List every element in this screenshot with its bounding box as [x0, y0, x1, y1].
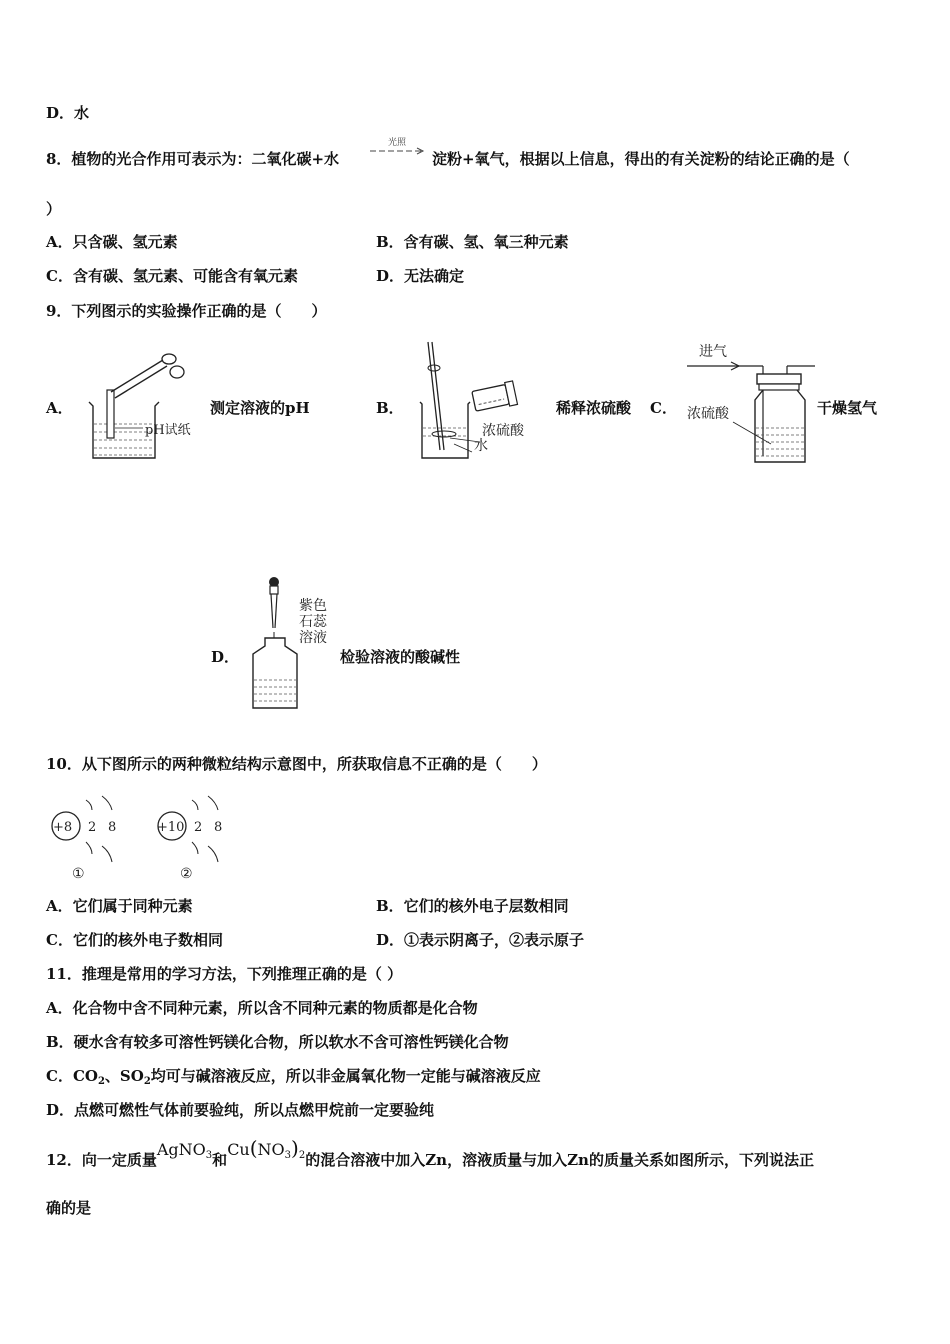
q9-option-c-letter[interactable]: C． [650, 399, 677, 417]
q11-option-a[interactable]: A．化合物中含不同种元素，所以含不同种元素的物质都是化合物 [46, 999, 478, 1017]
q8-option-c[interactable]: C．含有碳、氢元素、可能含有氧元素 [46, 267, 298, 285]
q8-stem-part1: 8．植物的光合作用可表示为：二氧化碳+水 [46, 150, 340, 168]
q9-option-a-caption: 测定溶液的pH [210, 399, 310, 417]
q9-c-acid-label: 浓硫酸 [687, 406, 729, 422]
q9-option-d-caption: 检验溶液的酸碱性 [340, 648, 461, 666]
q9-stem: 9．下列图示的实验操作正确的是（ ） [46, 302, 327, 320]
particle1-shell1: 2 [88, 820, 97, 835]
particle2-nucleus: +10 [157, 820, 185, 835]
q8-option-b[interactable]: B．含有碳、氢、氧三种元素 [376, 233, 569, 251]
q9-option-b-caption: 稀释浓硫酸 [556, 399, 632, 417]
q9-d-label-1: 紫色 [299, 598, 327, 614]
q10-stem: 10．从下图所示的两种微粒结构示意图中，所获取信息不正确的是（ ） [46, 755, 547, 773]
q10-option-c[interactable]: C．它们的核外电子数相同 [46, 931, 223, 949]
q8-stem-part2: 淀粉+氧气，根据以上信息，得出的有关淀粉的结论正确的是（ [432, 150, 850, 168]
q12-stem-line1: 12．向一定质量AgNO$_3$和$Cu(NO_3)_2$的混合溶液中加入Zn，溶液质量与加入Zn的质量关系如图所示，下列说法正 [46, 1136, 814, 1169]
particle2-shell1: 2 [194, 820, 203, 835]
particle1-mark: ① [72, 866, 85, 882]
q9-option-c-caption: 干燥氢气 [817, 399, 878, 417]
q8-option-a[interactable]: A．只含碳、氢元素 [46, 233, 178, 251]
q9-a-ph-paper-label: pH试纸 [145, 423, 191, 438]
q9-option-d-letter[interactable]: D． [211, 648, 240, 666]
q7-option-d: D．水 [46, 104, 90, 122]
q8-option-d[interactable]: D．无法确定 [376, 267, 465, 285]
particle1-nucleus: +8 [53, 820, 73, 835]
q10-option-b[interactable]: B．它们的核外电子层数相同 [376, 897, 569, 915]
q9-c-inlet-label: 进气 [699, 344, 727, 360]
q9-b-figure [410, 340, 555, 465]
q9-b-water-label: 水 [474, 438, 488, 454]
q11-option-d[interactable]: D．点燃可燃性气体前要验纯，所以点燃甲烷前一定要验纯 [46, 1101, 435, 1119]
q9-d-label-2: 石蕊 [299, 614, 327, 630]
q12-cu-no3-2: $Cu(NO_3)_2$ [227, 1136, 306, 1161]
particle2-shell2: 8 [214, 820, 223, 835]
q9-a-figure [85, 352, 210, 462]
q11-option-b[interactable]: B．硬水含有较多可溶性钙镁化合物，所以软水不含可溶性钙镁化合物 [46, 1033, 509, 1051]
q10-option-d[interactable]: D．①表示阴离子，②表示原子 [376, 931, 585, 949]
q8-arrow-label: 光照 [388, 138, 407, 148]
q9-d-label-3: 溶液 [299, 630, 327, 646]
q8-close-paren: ） [46, 200, 62, 218]
q12-stem-line2: 确的是 [46, 1199, 92, 1217]
q11-stem: 11．推理是常用的学习方法，下列推理正确的是（ ） [46, 965, 403, 983]
q11-option-c[interactable]: C．$CO_2$、$SO_2$均可与碱溶液反应，所以非金属氧化物一定能与碱溶液反应 [46, 1067, 541, 1087]
particle1-shell2: 8 [108, 820, 117, 835]
q9-option-a-letter[interactable]: A． [46, 399, 73, 417]
q12-agno3: AgNO$_3$ [156, 1140, 213, 1161]
q9-c-figure [685, 338, 820, 468]
q10-particle-diagrams [46, 790, 246, 882]
q9-d-figure [245, 572, 340, 712]
q9-option-b-letter[interactable]: B． [376, 399, 404, 417]
q9-b-acid-label: 浓硫酸 [482, 423, 524, 439]
q8-reaction-arrow [368, 136, 428, 162]
particle2-mark: ② [180, 866, 193, 882]
q10-option-a[interactable]: A．它们属于同种元素 [46, 897, 193, 915]
